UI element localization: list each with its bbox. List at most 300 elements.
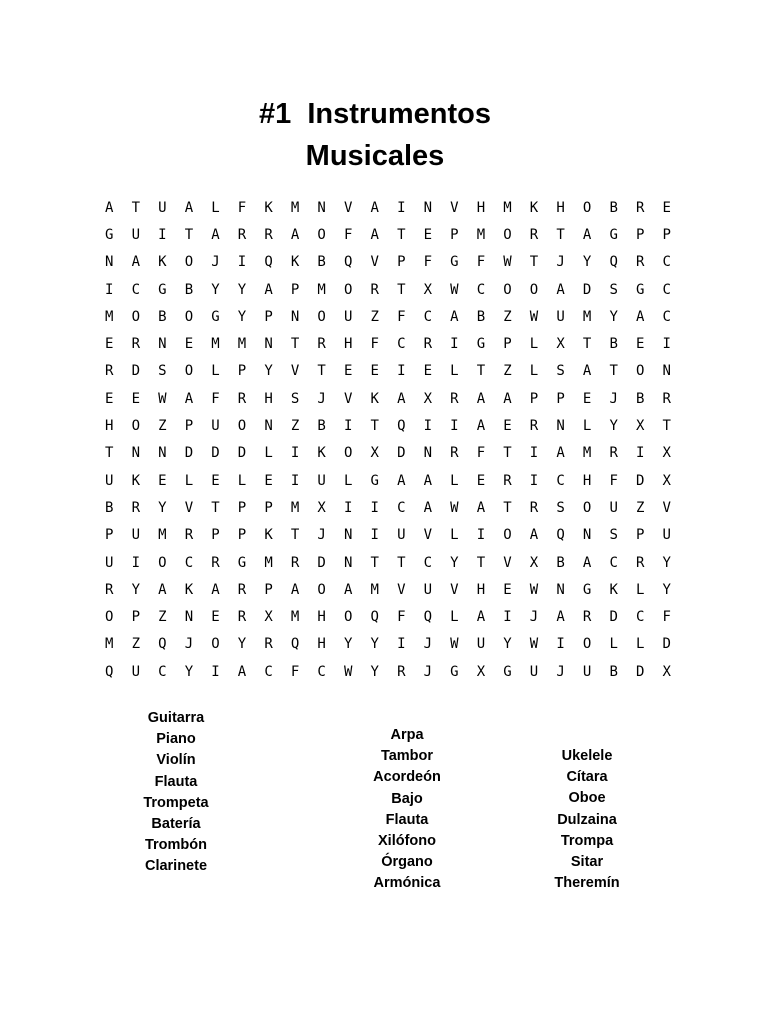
grid-letter: P (264, 499, 273, 516)
grid-letter: T (370, 418, 379, 435)
grid-row (96, 522, 680, 549)
grid-letter: X (529, 554, 539, 571)
grid-letter: V (503, 554, 512, 571)
grid-letter: P (397, 254, 406, 271)
grid-letter: I (662, 336, 671, 353)
grid-letter: Y (237, 308, 247, 325)
word-list-item: Batería (151, 815, 201, 832)
grid-letter: S (609, 281, 618, 298)
grid-letter: C (131, 281, 141, 298)
grid-letter: P (211, 527, 220, 544)
grid-letter: A (158, 581, 167, 598)
grid-letter: N (662, 363, 671, 380)
grid-letter: N (582, 527, 592, 544)
grid-letter: Z (503, 308, 512, 325)
page-title (0, 93, 750, 177)
grid-letter: L (343, 472, 353, 489)
grid-letter: I (450, 336, 459, 353)
grid-letter: E (476, 472, 486, 489)
word-list-item: Trombón (144, 837, 208, 854)
grid-letter: I (370, 527, 379, 544)
grid-letter: A (237, 663, 247, 680)
grid-letter: T (131, 199, 141, 216)
grid-letter: T (503, 499, 512, 516)
grid-letter: B (317, 254, 326, 271)
grid-letter: R (317, 336, 326, 353)
grid-letter: O (343, 609, 353, 626)
grid-letter: T (317, 363, 326, 380)
grid-row (96, 194, 680, 221)
letter-grid (96, 194, 680, 685)
grid-letter: I (343, 418, 353, 435)
word-list-column-3 (517, 746, 657, 894)
grid-row (96, 494, 680, 521)
grid-letter: D (397, 445, 406, 462)
grid-letter: X (662, 663, 671, 680)
grid-letter: O (317, 581, 326, 598)
grid-letter: D (317, 554, 326, 571)
grid-letter: R (237, 226, 247, 243)
grid-letter: U (529, 663, 539, 680)
grid-letter: C (423, 554, 433, 571)
grid-letter: L (211, 199, 220, 216)
grid-letter: J (529, 609, 539, 626)
grid-letter: R (264, 636, 273, 653)
grid-letter: O (529, 281, 539, 298)
grid-row (96, 603, 680, 630)
grid-letter: R (211, 554, 220, 571)
grid-letter: I (105, 281, 114, 298)
grid-letter: A (582, 226, 592, 243)
grid-letter: C (662, 254, 671, 271)
grid-letter: Y (237, 281, 247, 298)
grid-letter: X (556, 336, 565, 353)
grid-letter: I (211, 663, 220, 680)
grid-letter: I (290, 445, 300, 462)
grid-letter: O (582, 199, 592, 216)
grid-letter: R (131, 336, 141, 353)
grid-letter: A (131, 254, 141, 271)
grid-letter: I (397, 363, 406, 380)
grid-letter: F (397, 609, 406, 626)
grid-letter: D (635, 472, 645, 489)
grid-letter: R (237, 581, 247, 598)
grid-letter: A (184, 390, 194, 407)
grid-letter: F (370, 336, 379, 353)
grid-letter: C (423, 308, 433, 325)
grid-letter: E (503, 581, 512, 598)
word-list-item: Theremín (554, 875, 620, 892)
grid-letter: H (556, 199, 565, 216)
grid-letter: W (529, 308, 539, 325)
grid-letter: Y (370, 663, 379, 680)
grid-letter: H (582, 472, 592, 489)
grid-letter: L (635, 636, 645, 653)
grid-letter: F (343, 226, 353, 243)
grid-row (96, 385, 680, 412)
grid-letter: V (423, 527, 433, 544)
grid-letter: N (317, 199, 326, 216)
grid-letter: U (343, 308, 353, 325)
grid-letter: J (609, 390, 618, 407)
word-list-item: Tambor (380, 748, 434, 765)
grid-letter: L (184, 472, 194, 489)
grid-letter: I (397, 199, 406, 216)
grid-letter: O (158, 554, 167, 571)
grid-letter: D (184, 445, 194, 462)
grid-letter: X (264, 609, 273, 626)
grid-letter: Y (503, 636, 512, 653)
grid-letter: I (370, 499, 379, 516)
grid-letter: E (105, 336, 114, 353)
grid-letter: A (290, 226, 300, 243)
grid-letter: U (105, 554, 114, 571)
grid-letter: R (105, 363, 114, 380)
grid-letter: D (635, 663, 645, 680)
grid-letter: K (529, 199, 539, 216)
grid-letter: C (397, 499, 406, 516)
grid-letter: R (582, 609, 592, 626)
grid-letter: B (184, 281, 194, 298)
grid-letter: J (556, 663, 565, 680)
grid-letter: W (503, 254, 512, 271)
grid-letter: I (529, 445, 539, 462)
grid-letter: B (609, 663, 618, 680)
grid-letter: O (211, 636, 220, 653)
grid-row (96, 440, 680, 467)
grid-letter: O (343, 445, 353, 462)
grid-letter: F (662, 609, 671, 626)
grid-letter: V (450, 199, 459, 216)
grid-letter: R (529, 418, 539, 435)
grid-letter: P (105, 527, 114, 544)
grid-row (96, 249, 680, 276)
grid-letter: Q (397, 418, 406, 435)
grid-letter: H (317, 636, 326, 653)
grid-letter: A (184, 199, 194, 216)
grid-letter: E (423, 226, 433, 243)
grid-letter: I (450, 418, 459, 435)
grid-letter: W (158, 390, 167, 407)
grid-letter: J (211, 254, 220, 271)
grid-letter: O (317, 308, 326, 325)
grid-letter: O (503, 226, 512, 243)
grid-letter: F (609, 472, 618, 489)
grid-letter: X (635, 418, 645, 435)
grid-letter: T (476, 363, 486, 380)
grid-letter: E (503, 418, 512, 435)
grid-letter: P (237, 527, 247, 544)
grid-letter: M (317, 281, 326, 298)
grid-letter: W (529, 581, 539, 598)
grid-letter: R (529, 226, 539, 243)
grid-letter: A (582, 554, 592, 571)
grid-letter: K (609, 581, 618, 598)
grid-letter: F (476, 254, 486, 271)
grid-letter: X (423, 390, 433, 407)
grid-letter: Z (370, 308, 379, 325)
grid-letter: L (450, 527, 459, 544)
grid-letter: Q (423, 609, 433, 626)
grid-letter: F (237, 199, 247, 216)
grid-letter: O (184, 254, 194, 271)
grid-letter: P (529, 390, 539, 407)
word-list-item: Ukelele (561, 748, 613, 764)
grid-letter: X (370, 445, 379, 462)
grid-letter: P (450, 226, 459, 243)
grid-letter: Z (290, 418, 300, 435)
grid-letter: Y (609, 308, 618, 325)
grid-letter: T (503, 445, 512, 462)
grid-letter: T (397, 226, 406, 243)
grid-letter: O (237, 418, 247, 435)
grid-letter: U (158, 199, 167, 216)
grid-letter: D (582, 281, 592, 298)
grid-letter: Y (609, 418, 618, 435)
grid-letter: I (476, 527, 486, 544)
grid-letter: O (343, 281, 353, 298)
grid-letter: P (264, 308, 273, 325)
grid-letter: C (662, 281, 671, 298)
grid-letter: T (556, 226, 565, 243)
grid-letter: H (476, 199, 486, 216)
grid-letter: N (158, 336, 167, 353)
grid-letter: W (450, 499, 459, 516)
grid-letter: Z (158, 418, 167, 435)
word-list-item: Dulzaina (557, 811, 617, 828)
grid-letter: L (211, 363, 220, 380)
grid-letter: U (211, 418, 220, 435)
grid-letter: O (503, 281, 512, 298)
grid-letter: E (211, 472, 220, 489)
grid-letter: U (609, 499, 618, 516)
grid-letter: E (158, 472, 167, 489)
grid-letter: T (105, 445, 114, 462)
grid-letter: M (105, 636, 114, 653)
grid-letter: A (343, 581, 353, 598)
grid-letter: N (343, 527, 353, 544)
grid-letter: X (662, 472, 671, 489)
grid-letter: L (635, 581, 645, 598)
word-list-item: Sitar (570, 853, 604, 870)
grid-letter: U (131, 527, 141, 544)
grid-letter: I (158, 226, 167, 243)
grid-letter: U (423, 581, 433, 598)
grid-letter: G (211, 308, 220, 325)
word-list-item: Flauta (154, 773, 198, 790)
grid-letter: N (423, 445, 433, 462)
grid-letter: N (423, 199, 433, 216)
grid-letter: X (423, 281, 433, 298)
grid-row (96, 658, 680, 685)
grid-letter: C (264, 663, 273, 680)
grid-letter: R (635, 199, 645, 216)
grid-letter: R (529, 499, 539, 516)
grid-letter: E (370, 363, 379, 380)
grid-letter: T (529, 254, 539, 271)
grid-letter: X (476, 663, 486, 680)
grid-letter: M (582, 308, 592, 325)
grid-letter: R (131, 499, 141, 516)
grid-letter: G (609, 226, 618, 243)
grid-letter: K (317, 445, 326, 462)
grid-letter: A (397, 390, 406, 407)
grid-letter: R (503, 472, 512, 489)
title-line-2: Musicales (305, 140, 445, 172)
grid-letter: E (662, 199, 671, 216)
grid-letter: D (237, 445, 247, 462)
grid-letter: I (529, 472, 539, 489)
grid-letter: N (343, 554, 353, 571)
grid-row (96, 467, 680, 494)
grid-letter: J (184, 636, 194, 653)
grid-letter: A (370, 226, 379, 243)
grid-letter: O (184, 363, 194, 380)
grid-letter: A (476, 499, 486, 516)
grid-letter: K (184, 581, 194, 598)
grid-letter: G (450, 663, 459, 680)
grid-letter: A (211, 581, 220, 598)
grid-letter: H (264, 390, 273, 407)
grid-row (96, 276, 680, 303)
grid-letter: C (476, 281, 486, 298)
grid-letter: N (158, 445, 167, 462)
grid-letter: X (317, 499, 326, 516)
grid-letter: R (423, 336, 433, 353)
grid-letter: K (264, 199, 273, 216)
grid-letter: A (476, 418, 486, 435)
grid-letter: W (343, 663, 353, 680)
grid-letter: P (662, 226, 671, 243)
grid-letter: D (131, 363, 141, 380)
grid-letter: P (503, 336, 512, 353)
grid-letter: N (290, 308, 300, 325)
grid-letter: I (290, 472, 300, 489)
grid-letter: S (609, 527, 618, 544)
grid-letter: O (582, 499, 592, 516)
grid-letter: Q (343, 254, 353, 271)
grid-letter: M (264, 554, 273, 571)
grid-letter: F (290, 663, 300, 680)
grid-letter: M (290, 609, 300, 626)
grid-letter: L (264, 445, 273, 462)
grid-letter: A (635, 308, 645, 325)
grid-letter: G (503, 663, 512, 680)
grid-letter: E (582, 390, 592, 407)
grid-letter: N (264, 418, 273, 435)
grid-letter: I (503, 609, 512, 626)
grid-letter: G (158, 281, 167, 298)
grid-letter: A (556, 445, 565, 462)
grid-letter: C (662, 308, 671, 325)
grid-letter: F (423, 254, 433, 271)
grid-letter: E (131, 390, 141, 407)
grid-letter: U (105, 472, 114, 489)
grid-letter: G (635, 281, 645, 298)
grid-letter: B (609, 199, 618, 216)
grid-letter: N (105, 254, 114, 271)
grid-row (96, 303, 680, 330)
grid-letter: A (211, 226, 220, 243)
grid-letter: V (397, 581, 406, 598)
grid-letter: Q (556, 527, 565, 544)
word-list-item: Bajo (391, 790, 423, 807)
grid-letter: P (556, 390, 565, 407)
grid-letter: H (317, 609, 326, 626)
word-list-item: Piano (156, 731, 196, 748)
word-list-item: Arpa (390, 727, 424, 743)
grid-letter: A (423, 499, 433, 516)
grid-letter: U (556, 308, 565, 325)
grid-letter: P (237, 363, 247, 380)
grid-letter: L (582, 418, 592, 435)
word-list-column-2 (337, 725, 477, 895)
grid-letter: G (237, 554, 247, 571)
grid-letter: C (609, 554, 618, 571)
grid-row (96, 358, 680, 385)
grid-letter: K (131, 472, 141, 489)
grid-letter: V (184, 499, 194, 516)
grid-letter: O (131, 308, 141, 325)
grid-row (96, 576, 680, 603)
grid-letter: B (476, 308, 486, 325)
grid-letter: M (290, 499, 300, 516)
grid-letter: W (450, 281, 459, 298)
grid-letter: O (105, 609, 114, 626)
grid-letter: N (131, 445, 141, 462)
grid-letter: A (290, 581, 300, 598)
grid-row (96, 412, 680, 439)
grid-letter: R (184, 527, 194, 544)
grid-letter: M (105, 308, 114, 325)
grid-letter: R (635, 554, 645, 571)
grid-letter: Y (450, 554, 459, 571)
word-list-item: Flauta (385, 811, 429, 828)
grid-letter: R (635, 254, 645, 271)
grid-letter: M (370, 581, 379, 598)
grid-letter: C (184, 554, 194, 571)
grid-letter: E (184, 336, 194, 353)
grid-letter: R (290, 554, 300, 571)
grid-letter: W (450, 636, 459, 653)
grid-letter: Z (503, 363, 512, 380)
grid-letter: Q (105, 663, 114, 680)
grid-letter: A (450, 308, 459, 325)
word-list-item: Guitarra (147, 710, 205, 726)
grid-letter: R (662, 390, 671, 407)
grid-letter: A (476, 390, 486, 407)
grid-letter: Y (131, 581, 141, 598)
word-list-item: Trompeta (143, 794, 209, 811)
grid-letter: A (503, 390, 512, 407)
word-list-column-1 (106, 708, 246, 878)
grid-letter: N (556, 581, 565, 598)
grid-letter: Y (370, 636, 379, 653)
grid-letter: B (105, 499, 114, 516)
grid-letter: K (370, 390, 379, 407)
grid-letter: E (264, 472, 273, 489)
grid-letter: P (635, 527, 645, 544)
grid-letter: Y (264, 363, 273, 380)
grid-letter: F (397, 308, 406, 325)
grid-letter: Q (264, 254, 273, 271)
grid-letter: R (450, 445, 459, 462)
grid-letter: R (237, 390, 247, 407)
grid-row (96, 221, 680, 248)
word-list-item: Armónica (373, 875, 441, 892)
grid-letter: M (476, 226, 486, 243)
grid-letter: Q (290, 636, 300, 653)
